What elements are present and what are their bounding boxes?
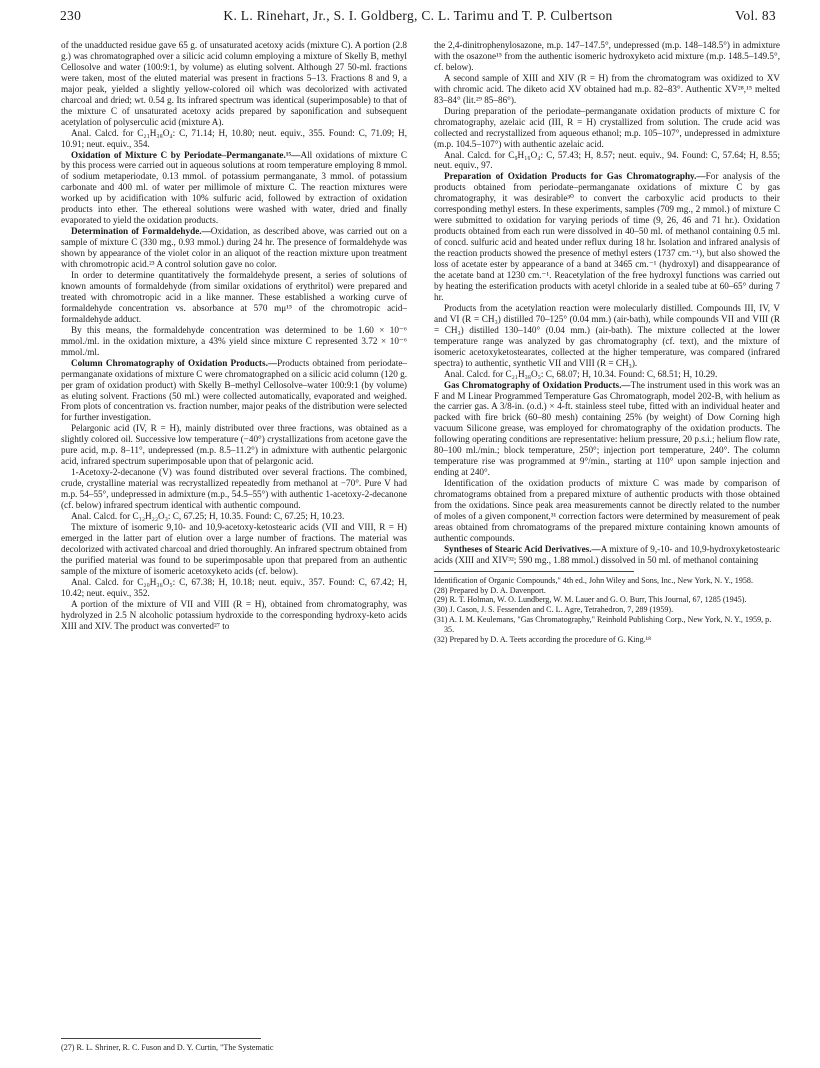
paragraph-text: the 2,4-dinitrophenylosazone, m.p. 147–147.5°, undepressed (m.p. 148–148.5°) in admixture with the osazone¹⁵ from the authentic isomeric hydroxyketo acid mixture (m.p. 148.5–149.5°, cf. below). [434, 40, 780, 72]
paragraph-text: Identification of the oxidation products of mixture C was made by comparison of chromatograms obtained from a prepared mixture of authentic products with those obtained from the oxidations. Since peak area measurements cannot be directly related to the number of moles of a given component,³¹ correction factors were determined by measurement of peak areas obtained from chromatograms of the prepared mixture containing known amounts of authentic compounds. [434, 478, 780, 543]
left-paragraph [61, 325, 407, 358]
right-column [434, 40, 780, 644]
left-paragraph [61, 40, 407, 128]
left-paragraph [61, 577, 407, 599]
footnote-rule [61, 1038, 261, 1039]
paragraph-text: Anal. Calcd. for C₂₀H₃₆O₅: C, 67.38; H, 10.18; neut. equiv., 357. Found: C, 67.42; H, 10.42; neut. equiv., 352. [61, 576, 407, 598]
paragraph-text: For analysis of the products obtained from periodate–permanganate oxidations of mixture C by gas chromatography, it was desirable³⁰ to convert the carboxylic acid products to their corresponding methyl esters. In these experiments, samples (709 mg., 2 mmol.) of mixture C were submitted to oxidation for varying periods of time (9, 26, 46 and 71 hr.). Oxidation products obtained from each run were dissolved in 40–50 ml. of methanol containing 0.5 ml. of concd. sulfuric acid and heated under reflux during 18 hr. Isolation and infrared analysis of the reaction products showed the presence of methyl esters (1737 cm.⁻¹), but also showed the loss of acetate ester by appearance of a band at 3465 cm.⁻¹ (hydroxyl) and disappearance of the acetate band at 1230 cm.⁻¹. Reacetylation of the free hydroxyl functions was carried out by heating the esterification products with acetyl chloride in a sealed tube at 60–65° during 7 hr. [434, 171, 780, 302]
paragraph-text: Products obtained from periodate–permanganate oxidations of mixture C were chromatographed on a silicic acid column (120 g. per gram of oxidation product) with Skelly B–methyl Cellosolve–water 100:9:1 (by volume) as eluting solvent. Fractions (50 ml.) were collected automatically, evaporated and weighed. From plots of concentration vs. fraction number, major peaks of the distribution were selected for further investigation. [61, 357, 407, 423]
footnote: (31) A. I. M. Keulemans, "Gas Chromatography," Reinhold Publishing Corp., New York, N. Y., 1959, p. 35. [434, 614, 772, 634]
left-paragraph [61, 522, 407, 577]
paragraph-text: By this means, the formaldehyde concentration was determined to be 1.60 × 10⁻⁶ mmol./ml. in the oxidation mixture, a 43% yield since mixture C represented 3.72 × 10⁻⁶ mmol./ml. [61, 324, 407, 357]
paragraph-text: Anal. Calcd. for C₂₁H₃₈O₄: C, 71.14; H, 10.80; neut. equiv., 355. Found: C, 71.09; H, 10.91; neut. equiv., 354. [61, 127, 407, 149]
paragraph-text: Products from the acetylation reaction were molecularly distilled. Compounds III, IV, V and VI (R = CH₃) distilled 70–125° (0.04 mm.) (air-bath), while compounds VII and VIII (R = CH₃) distilled 130–140° (0.04 mm.) (air-bath). The mixture collected at the lower temperature range was analyzed by gas chromatography (cf. text), and the mixture of isomeric acetoxyketostearates, collected at the higher temperature, was compared (infrared spectra) to authentic, synthetic VII and VIII (R = CH₃). [434, 302, 780, 368]
paragraph-text: During preparation of the periodate–permanganate oxidation products of mixture C for chromatography, azelaic acid (III, R = H) crystallized from solution. The crude acid was collected and recrystallized from aqueous ethanol; m.p. 105–107°, undepressed in admixture (m.p. 104.5–107°) with authentic azelaic acid. [434, 105, 780, 149]
paragraph-text: All oxidations of mixture C by this process were carried out in aqueous solutions at room temperature employing 8 mmol. of sodium metaperiodate, 0.13 mmol. of potassium permanganate, 3 mmol. of potassium carbonate and 400 ml. of water per millimole of mixture C. The reaction mixtures were worked up by acidification with 10% sulfuric acid, followed by extraction of oxidation products into ether. The ethereal solutions were washed with water, dried and finally evaporated to yield the oxidation products. [61, 149, 407, 226]
paragraph-text: The instrument used in this work was an F and M Linear Programmed Temperature Gas Chromatograph, model 202-B, with helium as the carrier gas. A 3/8-in. (o.d.) × 4-ft. stainless steel tube, fitted with an individual heater and packed with fire brick (60–80 mesh) containing 25% (by weight) of Dow Corning high vacuum Silicone grease, was employed for chromatography of the oxidation products. The following operating conditions are representative: helium pressure, 20 p.s.i.; helium flow rate, 80–100 ml./min.; block temperature, 250°; injection port temperature, 240°. The column temperature rise was programmed at 9°/min., starting at 110° upon sample injection and ending at 240°. [434, 379, 781, 478]
paragraph-text: A mixture of 9,-10- and 10,9-hydroxyketostearic acids (XIII and XIV³²; 590 mg., 1.88 mmol.) dissolved in 50 ml. of methanol containing [434, 543, 781, 565]
right-paragraph [434, 106, 780, 150]
left-paragraph [61, 511, 407, 522]
left-paragraph [61, 599, 407, 632]
paragraph-text: In order to determine quantitatively the formaldehyde present, a series of solutions of known amounts of formaldehyde (from similar oxidations of erythritol) were prepared and treated with chromotropic acid in a like manner. These established a working curve of formaldehyde concentration vs. absorbance at 570 mμ¹⁵ of the chromotropic acid–formaldehyde adduct. [61, 270, 407, 324]
paragraph-text: Anal. Calcd. for C₉H₁₆O₄: C, 57.43; H, 8.57; neut. equiv., 94. Found: C, 57.64; H, 8.55; neut. equiv., 97. [434, 149, 780, 171]
right-paragraph [434, 478, 780, 544]
footnote-rule [434, 571, 634, 572]
section-heading: Syntheses of Stearic Acid Derivatives.— [444, 543, 601, 554]
left-paragraph [61, 467, 407, 511]
right-paragraph [434, 150, 780, 172]
left-footnotes [61, 1038, 407, 1053]
footnote: (30) J. Cason, J. S. Fessenden and C. L. Agre, Tetrahedron, 7, 289 (1959). [434, 605, 674, 615]
right-paragraph [434, 380, 780, 479]
right-paragraph [434, 303, 780, 369]
left-paragraph [61, 128, 407, 150]
right-paragraph [434, 73, 780, 106]
running-authors: K. L. Rinehart, Jr., S. I. Goldberg, C. L. Tarimu and T. P. Culbertson [223, 8, 613, 23]
right-paragraph [434, 369, 780, 380]
running-header [60, 8, 776, 30]
section-heading: Preparation of Oxidation Products for Gas Chromatography.— [444, 171, 706, 182]
paragraph-text: The mixture of isomeric 9,10- and 10,9-acetoxy-ketostearic acids (VII and VIII, R = H) emerged in the latter part of elution over a large number of fractions. The material was decolorized with activated charcoal and dried thoroughly. An infrared spectrum obtained from the purified material was found to be superimposable upon that prepared from an authentic sample of the mixture of isomeric acetoxyketo acids (cf. below). [61, 521, 407, 576]
paragraph-text: 1-Acetoxy-2-decanone (V) was found distributed over several fractions. The combined, crude, crystalline material was recrystallized repeatedly from methanol at −70°. Pure V had m.p. 54–55°, undepressed in admixture (m.p., 54.5–55°) with authentic 1-acetoxy-2-decanone (cf. below) infrared spectrum identical with authentic compound. [61, 467, 407, 511]
paragraph-text: Anal. Calcd. for C₂₁H₃₈O₅: C, 68.07; H, 10.34. Found: C, 68.51; H, 10.29. [444, 368, 718, 379]
page-number: 230 [60, 8, 82, 23]
volume-label: Vol. 83 [735, 8, 776, 23]
paragraph-text: Oxidation, as described above, was carried out on a sample of mixture C (330 mg., 0.93 mmol.) during 24 hr. The presence of formaldehyde was shown by appearance of the violet color in an aliquot of the reaction mixture upon treatment with chromotropic acid.²³ A control solution gave no color. [61, 226, 407, 270]
right-paragraph [434, 40, 780, 73]
right-paragraph [434, 544, 780, 566]
footnote: (28) Prepared by D. A. Davenport. [434, 585, 546, 595]
footnote-27: (27) R. L. Shriner, R. C. Fuson and D. Y. Curtin, "The Systematic [61, 1043, 274, 1052]
left-paragraph [61, 423, 407, 467]
right-paragraph [434, 171, 780, 302]
left-paragraph [61, 270, 407, 325]
section-heading: Gas Chromatography of Oxidation Products.— [444, 379, 631, 390]
footnote: Identification of Organic Compounds," 4th ed., John Wiley and Sons, Inc., New York, N. Y., 1958. [434, 575, 753, 585]
paragraph-text: Anal. Calcd. for C₁₂H₂₂O₃: C, 67.25; H, 10.35. Found: C, 67.25; H, 10.23. [71, 510, 345, 521]
paragraph-text: of the unadducted residue gave 65 g. of unsaturated acetoxy acids (mixture C). A portion (2.8 g.) was chromatographed over a silicic acid column employing a mixture of Skelly B, methyl Cellosolve and water (100:9:1, by volume) as eluting solvent. Although 27 50-ml. fractions were taken, most of the eluted material was present in fractions 5–13. Fractions 8 and 9, a major peak, yielded a slightly yellow-colored oil which was decolorized with activated charcoal and dried; wt. 0.54 g. Its infrared spectrum was identical (superimposable) to that of the mixture C of unsaturated acetoxy acids prepared by saponification and subsequent acetylation of polyserculic acid (mixture A). [61, 40, 407, 127]
left-paragraph [61, 150, 407, 227]
paragraph-text: A portion of the mixture of VII and VIII (R = H), obtained from chromatography, was hydrolyzed in 2.5 N alcoholic potassium hydroxide to the corresponding hydroxy-keto acids XIII and XIV. The product was converted²⁷ to [61, 598, 407, 631]
left-column [61, 40, 407, 631]
paragraph-text: A second sample of XIII and XIV (R = H) from the chromatogram was oxidized to XV with chromic acid. The diketo acid XV obtained had m.p. 82–83°. Authentic XV²⁸,¹⁵ melted 83–84° (lit.²⁹ 85–86°). [434, 72, 780, 105]
paragraph-text: Pelargonic acid (IV, R = H), mainly distributed over three fractions, was obtained as a slightly colored oil. Successive low temperature (−40°) crystallizations from acetone gave the pure acid, m.p. 8–11°, undepressed (m.p. 8.5–11.2°) in admixture with authentic pelargonic acid, infrared spectrum superimposable upon that of pelargonic acid. [61, 423, 407, 467]
left-paragraph [61, 358, 407, 424]
section-heading: Oxidation of Mixture C by Periodate–Permanganate.¹⁵— [71, 149, 301, 160]
left-paragraph [61, 226, 407, 270]
section-heading: Determination of Formaldehyde.— [71, 226, 211, 237]
footnote: (32) Prepared by D. A. Teets according the procedure of G. King.¹⁸ [434, 634, 651, 644]
footnote: (29) R. T. Holman, W. O. Lundberg, W. M. Lauer and G. O. Burr, This Journal, 67, 1285 (1945). [434, 595, 747, 605]
section-heading: Column Chromatography of Oxidation Products.— [71, 357, 278, 368]
